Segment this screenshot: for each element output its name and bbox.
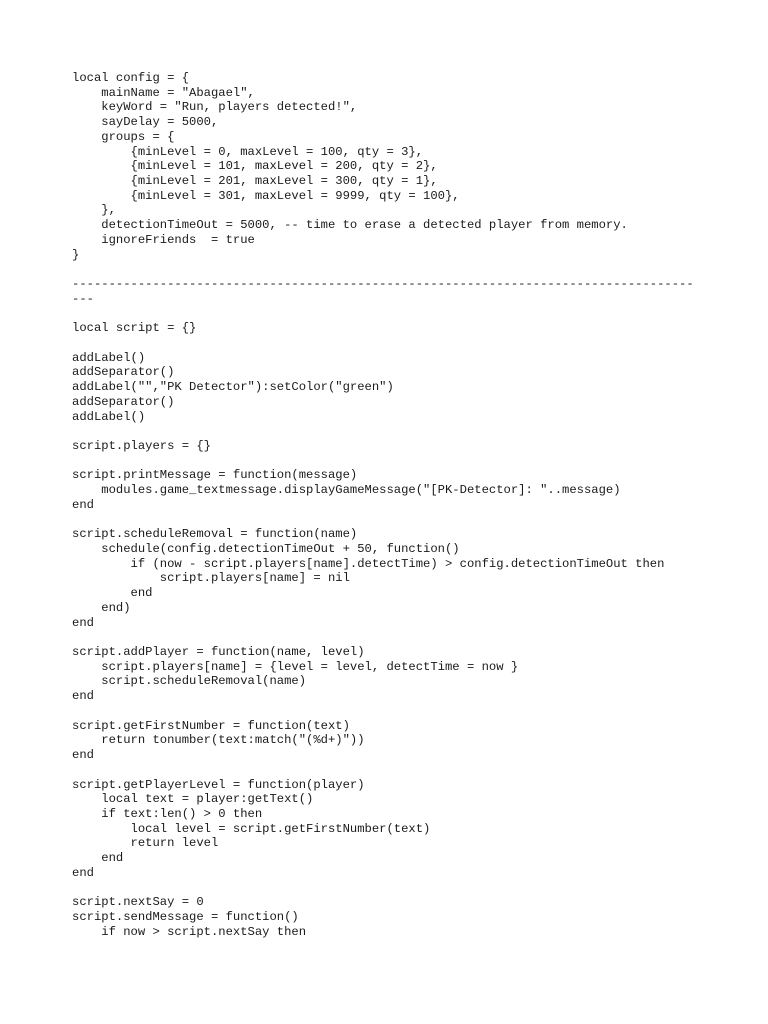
blank-line <box>72 262 694 277</box>
code-line: end <box>72 851 124 866</box>
code-line: end <box>72 497 94 512</box>
code-line: end <box>72 615 94 630</box>
code-line: script.getFirstNumber = function(text) <box>72 718 350 733</box>
code-line: local level = script.getFirstNumber(text) <box>72 821 431 836</box>
code-line: script.sendMessage = function() <box>72 909 299 924</box>
code-line: {minLevel = 201, maxLevel = 300, qty = 1}, <box>72 174 438 189</box>
code-line: end <box>72 586 153 601</box>
code-line: modules.game_textmessage.displayGameMessage("[PK-Detector]: "..message) <box>72 483 621 498</box>
code-line: script.scheduleRemoval = function(name) <box>72 527 358 542</box>
code-line: if text:len() > 0 then <box>72 806 263 821</box>
code-line: if now > script.nextSay then <box>72 924 307 939</box>
code-line: script.addPlayer = function(name, level) <box>72 645 365 660</box>
code-line: script.players[name] = nil <box>72 571 350 586</box>
code-line: addSeparator() <box>72 394 175 409</box>
blank-line <box>72 513 694 528</box>
code-line: local text = player:getText() <box>72 792 314 807</box>
code-line: script.scheduleRemoval(name) <box>72 674 307 689</box>
blank-line <box>72 424 694 439</box>
code-line: ------------------------------------------------------------------------------------- <box>72 277 694 292</box>
blank-line <box>72 763 694 778</box>
code-line: addLabel() <box>72 409 146 424</box>
code-line: end <box>72 865 94 880</box>
code-line: schedule(config.detectionTimeOut + 50, function() <box>72 542 460 556</box>
code-line: script.nextSay = 0 <box>72 895 204 910</box>
code-line: {minLevel = 301, maxLevel = 9999, qty = 100}, <box>72 188 460 203</box>
code-line: keyWord = "Run, players detected!", <box>72 100 358 115</box>
blank-line <box>72 630 694 645</box>
code-line: sayDelay = 5000, <box>72 115 219 130</box>
code-line: script.getPlayerLevel = function(player) <box>72 777 365 792</box>
code-line: --- <box>72 291 94 306</box>
blank-line <box>72 307 694 322</box>
code-line: }, <box>72 203 116 218</box>
code-line: script.players[name] = {level = level, detectTime = now } <box>72 659 519 674</box>
code-line: addLabel("","PK Detector"):setColor("green") <box>72 380 394 395</box>
code-line: end <box>72 689 94 704</box>
code-line: script.players = {} <box>72 438 211 453</box>
code-line: groups = { <box>72 129 175 144</box>
code-block <box>72 71 694 939</box>
code-line: return tonumber(text:match("(%d+)")) <box>72 733 365 748</box>
blank-line <box>72 454 694 469</box>
blank-line <box>72 336 694 351</box>
blank-line <box>72 704 694 719</box>
code-line: } <box>72 247 80 262</box>
code-line: end) <box>72 600 131 615</box>
code-line: {minLevel = 0, maxLevel = 100, qty = 3}, <box>72 144 424 159</box>
code-line: ignoreFriends = true <box>72 232 255 247</box>
code-line: addSeparator() <box>72 365 175 380</box>
code-line: {minLevel = 101, maxLevel = 200, qty = 2}, <box>72 159 438 174</box>
code-line: addLabel() <box>72 350 146 365</box>
code-line: local script = {} <box>72 321 197 336</box>
code-line: end <box>72 748 94 763</box>
code-line: return level <box>72 836 219 851</box>
code-line: if (now - script.players[name].detectTime) > config.detectionTimeOut then <box>72 556 665 571</box>
code-line: local config = { <box>72 71 190 85</box>
code-line: script.printMessage = function(message) <box>72 468 358 483</box>
code-line: detectionTimeOut = 5000, -- time to erase a detected player from memory. <box>72 218 628 233</box>
code-line: mainName = "Abagael", <box>72 85 255 100</box>
blank-line <box>72 881 694 896</box>
